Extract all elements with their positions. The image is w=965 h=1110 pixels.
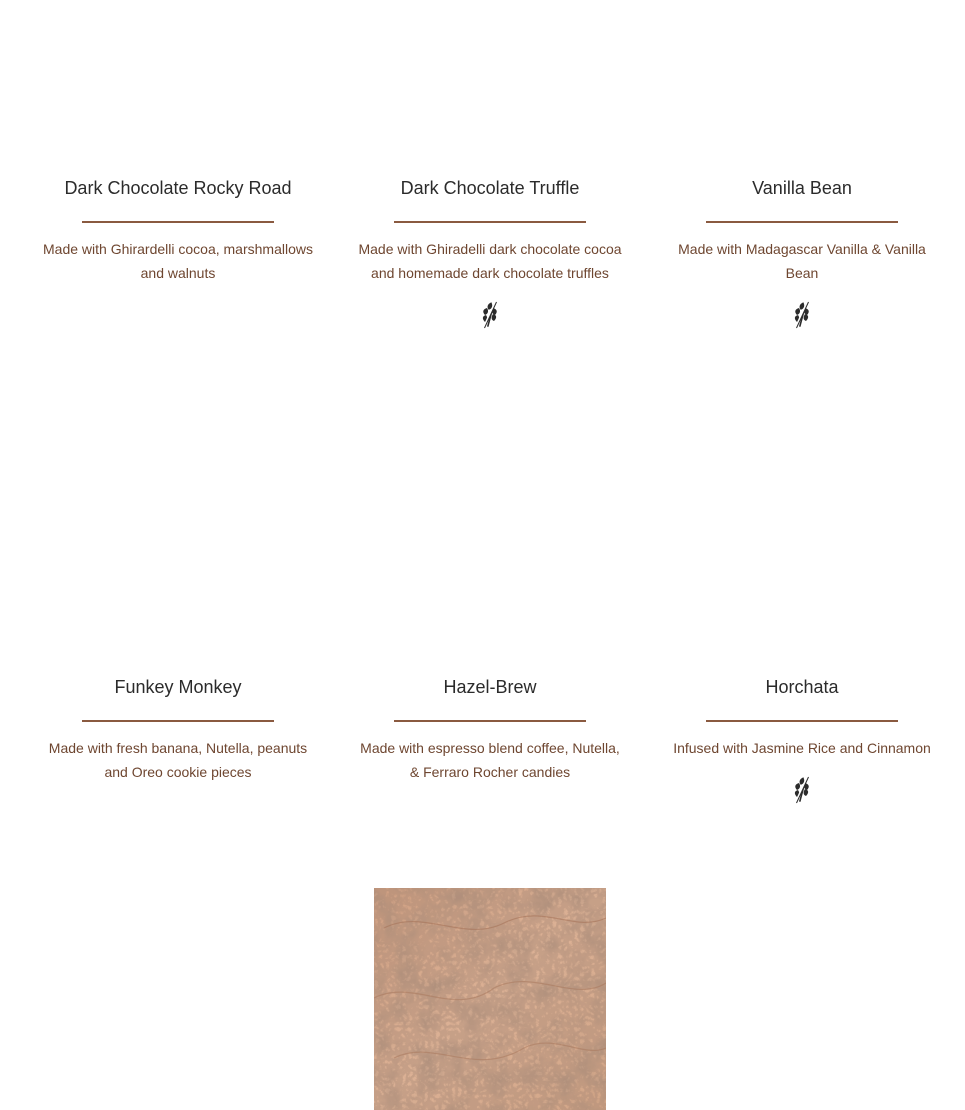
flavor-divider: [394, 720, 586, 722]
ice-cream-flavor-image[interactable]: [374, 888, 606, 1110]
flavor-card-vanilla-bean: [662, 174, 942, 329]
flavor-description: Infused with Jasmine Rice and Cinnamon: [673, 740, 931, 756]
flavor-title: Funkey Monkey: [114, 677, 242, 697]
flavor-title: Vanilla Bean: [752, 178, 852, 198]
gluten-free-wheat-icon: [791, 299, 813, 329]
flavor-card-horchata: [662, 673, 942, 804]
flavor-card-hazel-brew: [350, 673, 630, 784]
flavor-divider: [394, 221, 586, 223]
flavor-divider: [706, 221, 898, 223]
ice-cream-texture-image: [374, 888, 606, 1110]
gluten-free-wheat-icon: [791, 774, 813, 804]
flavor-card-funkey-monkey: [38, 673, 318, 784]
flavor-description: Made with espresso blend coffee, Nutella, & Ferraro Rocher candies: [360, 740, 620, 780]
flavor-description: Made with Ghirardelli cocoa, marshmallows and walnuts: [43, 241, 313, 281]
flavor-description: Made with Madagascar Vanilla & Vanilla Bean: [678, 241, 926, 281]
flavor-divider: [706, 720, 898, 722]
flavor-card-dark-chocolate-truffle: [350, 174, 630, 329]
flavor-divider: [82, 221, 274, 223]
flavor-title: Horchata: [765, 677, 839, 697]
flavor-card-dark-chocolate-rocky-road: [38, 174, 318, 285]
gluten-free-wheat-icon: [479, 299, 501, 329]
flavor-description: Made with fresh banana, Nutella, peanuts and Oreo cookie pieces: [48, 740, 308, 780]
flavor-description: Made with Ghiradelli dark chocolate cocoa and homemade dark chocolate truffles: [358, 241, 622, 281]
flavor-divider: [82, 720, 274, 722]
flavor-title: Dark Chocolate Rocky Road: [64, 178, 292, 198]
flavor-title: Hazel-Brew: [443, 677, 537, 697]
flavor-title: Dark Chocolate Truffle: [400, 178, 580, 198]
